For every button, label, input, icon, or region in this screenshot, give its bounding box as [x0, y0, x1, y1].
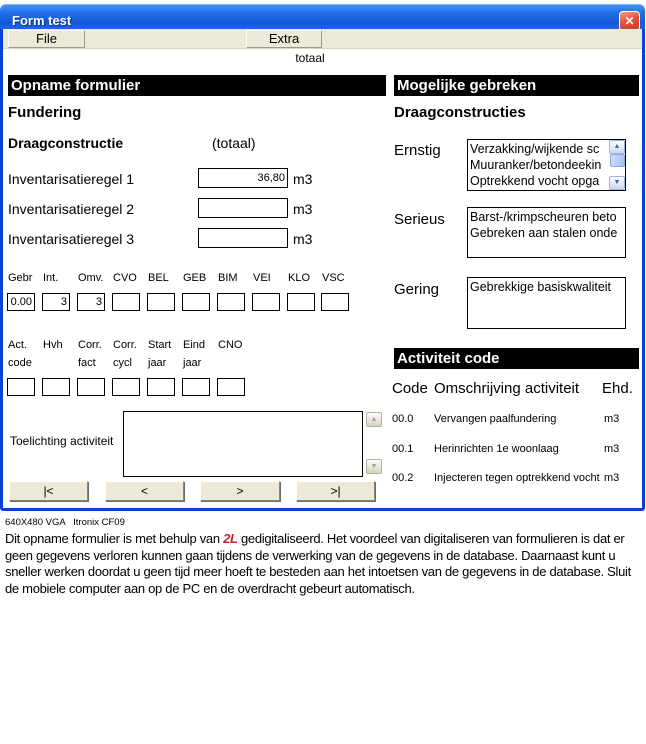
draagconstructie-label: Draagconstructie: [8, 135, 124, 151]
device-info: 640X480 VGA Itronix CF09: [5, 517, 125, 528]
field-input-actcode[interactable]: [7, 378, 35, 396]
inv-unit-2: m3: [293, 201, 313, 217]
field-input-corrcycl[interactable]: [112, 378, 140, 396]
field-input-hvh[interactable]: [42, 378, 70, 396]
activity-description: Vervangen paalfundering: [434, 413, 557, 425]
inv-label-3: Inventarisatieregel 3: [8, 231, 135, 247]
nav-first-button[interactable]: |<: [9, 481, 88, 501]
gering-listbox[interactable]: [467, 277, 626, 329]
inv-label-2: Inventarisatieregel 2: [8, 201, 135, 217]
field-label-omv: Omv.: [78, 272, 104, 284]
inv-unit-3: m3: [293, 231, 313, 247]
field-input-vsc[interactable]: [321, 293, 349, 311]
toelichting-textarea[interactable]: [123, 411, 363, 477]
list-item[interactable]: Optrekkend vocht opga: [470, 174, 600, 188]
activity-col-description: Omschrijving activiteit: [434, 380, 580, 397]
field-label-geb: GEB: [183, 272, 207, 284]
opname-header: Opname formulier: [8, 75, 386, 96]
field-input-bel[interactable]: [147, 293, 175, 311]
field-input-gebr[interactable]: [7, 293, 35, 311]
scroll-up-button[interactable]: [609, 140, 625, 154]
list-item[interactable]: Gebrekkige basiskwaliteit: [470, 280, 612, 294]
field-input-vei[interactable]: [252, 293, 280, 311]
brand-2l: 2L: [223, 531, 238, 546]
field-input-int[interactable]: [42, 293, 70, 311]
activity-col-code: Code: [392, 380, 428, 397]
field-label-corrcycl: Corr.: [113, 339, 137, 351]
list-item[interactable]: Gebreken aan stalen onde: [470, 226, 618, 240]
field-label-startjaar2: jaar: [148, 357, 167, 369]
activity-unit: m3: [604, 413, 620, 425]
scroll-up-icon: ▲: [613, 143, 621, 150]
scroll-down-button[interactable]: [609, 176, 625, 190]
gering-label: Gering: [394, 281, 440, 298]
activity-unit: m3: [604, 472, 620, 484]
field-label-act2: code: [8, 357, 32, 369]
field-label-gebr: Gebr: [8, 272, 33, 284]
serieus-label: Serieus: [394, 211, 445, 228]
window-title: Form test: [12, 13, 72, 28]
field-label-hvh: Hvh: [43, 339, 63, 351]
activity-unit: m3: [604, 443, 620, 455]
toelichting-label: Toelichting activiteit: [10, 434, 114, 448]
field-label-bim: BIM: [218, 272, 238, 284]
serieus-listbox[interactable]: [467, 207, 626, 258]
field-input-geb[interactable]: [182, 293, 210, 311]
menubar: [3, 29, 642, 49]
field-label-corrfact2: fact: [78, 357, 96, 369]
scroll-up-icon: ▲: [370, 416, 378, 423]
field-input-omv[interactable]: [77, 293, 105, 311]
file-menu-button[interactable]: File: [8, 30, 85, 48]
textarea-scrollbar[interactable]: [366, 412, 382, 474]
field-input-cvo[interactable]: [112, 293, 140, 311]
paragraph-text: Dit opname formulier is met behulp van: [5, 531, 224, 546]
inv-input-3[interactable]: [198, 228, 288, 248]
gebreken-header: Mogelijke gebreken: [394, 75, 639, 96]
draagconstructies-heading: Draagconstructies: [394, 104, 526, 121]
field-input-startjaar[interactable]: [147, 378, 175, 396]
field-label-eindjaar2: jaar: [183, 357, 202, 369]
nav-next-button[interactable]: >: [200, 481, 280, 501]
activiteit-header: Activiteit code: [394, 348, 639, 369]
activity-code: 00.2: [392, 472, 414, 484]
field-input-eindjaar[interactable]: [182, 378, 210, 396]
activity-code: 00.0: [392, 413, 414, 425]
field-label-int: Int.: [43, 272, 59, 284]
activity-col-unit: Ehd.: [602, 380, 633, 397]
field-label-corrfact: Corr.: [78, 339, 102, 351]
nav-prev-button[interactable]: <: [105, 481, 184, 501]
extra-menu-button[interactable]: Extra: [246, 30, 322, 48]
list-item[interactable]: Verzakking/wijkende sc: [470, 142, 600, 156]
list-item[interactable]: Muuranker/betondeekin: [470, 158, 602, 172]
activity-description: Herinrichten 1e woonlaag: [434, 443, 559, 455]
scroll-down-button[interactable]: [366, 459, 382, 474]
ernstig-label: Ernstig: [394, 142, 441, 159]
field-label-vsc: VSC: [322, 272, 345, 284]
window-titlebar[interactable]: [0, 4, 645, 29]
paragraph-text: gedigitaliseerd. Het voordeel van digitaliseren van formulieren is dat er geen gegevens verloren kunnen gaan tijdens de verwerking van de gegevens in de database. Daarnaast kunt u sneller werken doordat u geen tijd meer hoeft te besteden aan het intoetsen van de gegevens in de database. Sluit de mobiele computer aan op de PC en de overdracht gebeurt automatisch.: [5, 531, 631, 596]
field-input-cno[interactable]: [217, 378, 245, 396]
field-input-bim[interactable]: [217, 293, 245, 311]
inv-label-1: Inventarisatieregel 1: [8, 171, 135, 187]
field-label-bel: BEL: [148, 272, 169, 284]
field-label-cvo: CVO: [113, 272, 137, 284]
activity-description: Injecteren tegen optrekkend vocht: [434, 472, 600, 484]
field-label-corrcycl2: cycl: [113, 357, 132, 369]
field-label-klo: KLO: [288, 272, 311, 284]
listbox-scrollbar[interactable]: [609, 140, 625, 190]
list-item[interactable]: Barst-/krimpscheuren beto: [470, 210, 617, 224]
scroll-down-icon: ▼: [613, 179, 621, 186]
ernstig-listbox[interactable]: [467, 139, 626, 191]
scroll-up-button[interactable]: [366, 412, 382, 427]
intro-paragraph: [5, 531, 642, 597]
close-button[interactable]: [619, 11, 640, 31]
field-label-eindjaar: Eind: [183, 339, 206, 351]
field-label-startjaar: Start: [148, 339, 172, 351]
activity-code: 00.1: [392, 443, 414, 455]
totaal-label: totaal: [295, 51, 325, 65]
scrollbar-thumb[interactable]: [610, 154, 625, 167]
field-label-act: Act.: [8, 339, 27, 351]
totaal-suffix-label: (totaal): [212, 135, 256, 151]
nav-last-button[interactable]: >|: [296, 481, 375, 501]
field-input-klo[interactable]: [287, 293, 315, 311]
inv-unit-1: m3: [293, 171, 313, 187]
scroll-down-icon: ▼: [370, 463, 378, 470]
inv-input-1[interactable]: [198, 168, 288, 188]
field-input-corrfact[interactable]: [77, 378, 105, 396]
field-label-vei: VEI: [253, 272, 271, 284]
fundering-heading: Fundering: [8, 104, 82, 121]
close-icon: ✕: [624, 14, 635, 28]
inv-input-2[interactable]: [198, 198, 288, 218]
field-label-cno: CNO: [218, 339, 243, 351]
